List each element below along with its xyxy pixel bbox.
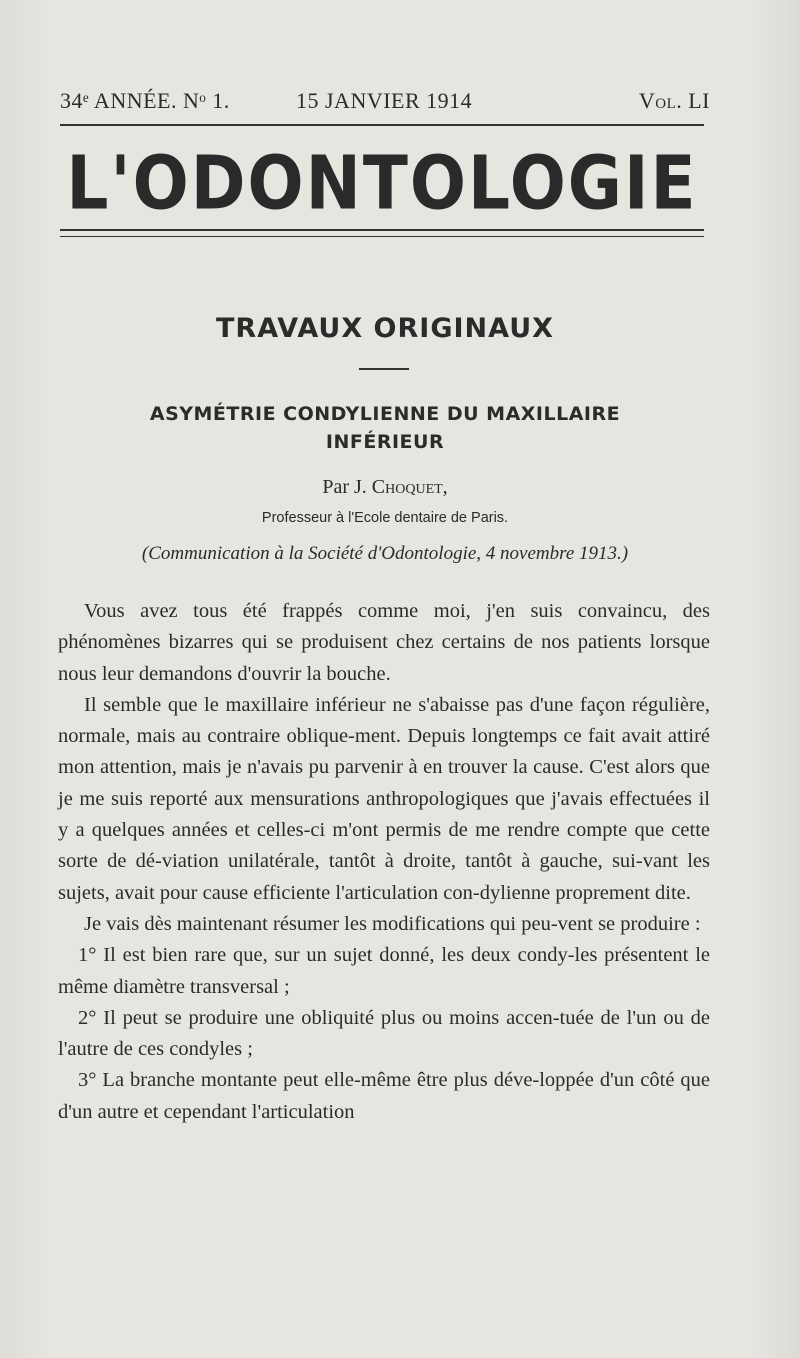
author-affiliation: Professeur à l'Ecole dentaire de Paris.: [261, 510, 509, 526]
communication-note: (Communication à la Société d'Odontologie, 4 novembre 1913.): [141, 543, 629, 564]
list-item-2: 2° Il peut se produire une obliquité plus ou moins accen-tuée de l'un ou de l'autre de ces condyles ;: [58, 1006, 710, 1061]
list-item-1: 1° Il est bien rare que, sur un sujet donné, les deux condy-les présentent le même diamètre transversal ;: [58, 944, 710, 998]
volume-number: Vol. LI: [638, 88, 710, 113]
issue-number: 34ᵉ ANNÉE. Nᵒ 1.: [60, 88, 230, 113]
section-divider: [359, 368, 409, 370]
section-title: TRAVAUX ORIGINAUX: [216, 313, 554, 344]
article-body: [58, 596, 710, 1128]
article-title-line-1: ASYMÉTRIE CONDYLIENNE DU MAXILLAIRE: [149, 403, 621, 425]
paragraph-2: Il semble que le maxillaire inférieur ne s'abaisse pas d'une façon régulière, normale, mais au contraire oblique-ment. Depuis longtemps ce fait avait attiré mon attention, mais je n'avais pu parvenir à en trouver la cause. C'est alors que je me suis reporté aux mensurations anthropologiques que j'avais effectuées il y a quelques années et celles-ci m'ont permis de me rendre compte que cette sorte de dé-viation unilatérale, tantôt à droite, tantôt à gauche, sui-vant les sujets, avait pour cause efficiente l'articulation con-dylienne proprement dite.: [58, 693, 710, 904]
list-item-3: 3° La branche montante peut elle-même être plus déve-loppée d'un côté que d'un autre et cependant l'articulation: [58, 1069, 710, 1123]
paragraph-1: Vous avez tous été frappés comme moi, j'en suis convaincu, des phénomènes bizarres qui se produisent chez certains de nos patients lorsque nous leur demandons d'ouvrir la bouche.: [58, 600, 710, 685]
journal-masthead: L'ODONTOLOGIE: [66, 140, 698, 227]
issue-date: 15 JANVIER 1914: [296, 88, 473, 113]
masthead-rule-top: [60, 229, 704, 231]
article-title-line-2: INFÉRIEUR: [325, 431, 445, 453]
author-name: Choquet,: [371, 476, 448, 498]
header-rule: [60, 124, 704, 126]
byline-prefix: Par J.: [322, 476, 367, 498]
byline: [60, 476, 710, 499]
paragraph-3: Je vais dès maintenant résumer les modifications qui peu-vent se produire :: [84, 912, 701, 935]
article-title: [60, 400, 710, 456]
masthead-rule-bottom: [60, 236, 704, 237]
